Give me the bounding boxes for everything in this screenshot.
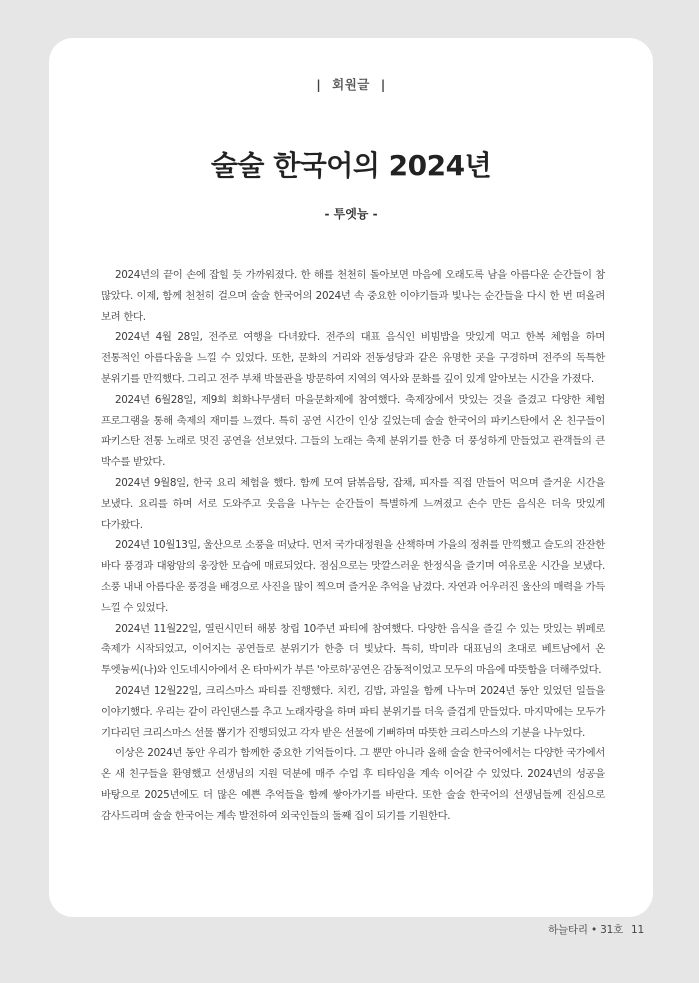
category-text: 회원글 bbox=[332, 77, 370, 92]
article-title: 술술 한국어의 2024년 bbox=[210, 149, 492, 182]
category-label bbox=[49, 75, 653, 93]
paragraph: 2024년 9월8일, 한국 요리 체험을 했다. 함께 모여 닭볶음탕, 잡채, 피자를 직접 만들어 먹으며 즐거운 시간을 보냈다. 요리를 하며 서로 도와주고 웃음을 나누는 순간들이 특별하게 느껴졌고 손수 만든 음식은 더욱 맛있게 다가왔다. bbox=[101, 476, 605, 531]
paragraph: 2024년 12월22일, 크리스마스 파티를 진행했다. 치킨, 김밥, 과일을 함께 나누며 2024년 동안 있었던 일들을 이야기했다. 우리는 같이 라인댄스를 추고 노래자랑을 하며 파티 분위기를 더욱 즐겁게 만들었다. 마지막에는 모두가 기다리던 크리스마스 선물 뽑기가 진행되었고 각자 받은 선물에 기뻐하며 따뜻한 크리스마스의 기분을 나누었다. bbox=[101, 684, 605, 739]
paragraph: 2024년의 끝이 손에 잡힐 듯 가까워졌다. 한 해를 천천히 돌아보면 마음에 오래도록 남을 아름다운 순간들이 참 많았다. 이제, 함께 천천히 걸으며 술술 한국어의 2024년 속 중요한 이야기들과 빛나는 순간들을 다시 한 번 떠올려 보려 한다. bbox=[101, 269, 605, 323]
article-card bbox=[49, 38, 653, 917]
paragraph: 2024년 4월 28일, 전주로 여행을 다녀왔다. 전주의 대표 음식인 비빔밥을 맛있게 먹고 한복 체험을 하며 전통적인 아름다움을 느낄 수 있었다. 또한, 문화의 거리와 전동성당과 같은 유명한 곳을 구경하며 전주의 독특한 분위기를 만끽했다. 그리고 전주 부채 박물관을 방문하여 지역의 역사와 문화를 깊이 있게 알아보는 시간을 가졌다. bbox=[101, 331, 605, 385]
paragraph: 이상은 2024년 동안 우리가 함께한 중요한 기억들이다. 그 뿐만 아니라 올해 술술 한국어에서는 다양한 국가에서 온 새 친구들을 환영했고 선생님의 지원 덕분에 매주 수업 후 티타임을 계속 이어갈 수 있었다. 2024년의 성공을 바탕으로 2025년에도 더 많은 예쁜 추억들을 함께 쌓아가기를 바란다. 또한 술술 한국어의 선생님들께 진심으로 감사드리며 술술 한국어는 계속 발전하여 외국인들의 둘째 집이 되기를 기원한다. bbox=[101, 747, 605, 822]
category-bar-right: | bbox=[380, 77, 386, 92]
paragraph: 2024년 6월28일, 제9회 회화나무샘터 마을문화제에 참여했다. 축제장에서 맛있는 것을 즐겼고 다양한 체험 프로그램을 통해 축제의 재미를 느꼈다. 특히 공연 시간이 인상 깊었는데 술술 한국어의 파키스탄에서 온 친구들이 파키스탄 전통 노래로 멋진 공연을 선보였다. 그들의 노래는 축제 분위기를 한층 더 풍성하게 만들었고 관객들의 큰 박수를 받았다. bbox=[101, 393, 605, 469]
publication-name: 하늘타리 • 31호 bbox=[548, 924, 624, 936]
article-author: - 투엣늉 - bbox=[324, 207, 378, 221]
page-footer bbox=[548, 922, 644, 937]
category-bar-left: | bbox=[316, 77, 322, 92]
article-body bbox=[101, 265, 605, 827]
page-number: 11 bbox=[631, 924, 644, 936]
paragraph: 2024년 11월22일, 열린시민터 해봉 창립 10주년 파티에 참여했다. 다양한 음식을 즐길 수 있는 맛있는 뷔페로 축제가 시작되었고, 이어지는 공연들로 분위기가 한층 더 빛났다. 특히, 박미라 대표님의 초대로 베트남에서 온 투엣늉씨(나)와 인도네시아에서 온 타마씨가 부른 '아로하'공연은 감동적이었고 모두의 마음에 따뜻함을 더해주었다. bbox=[101, 622, 605, 677]
paragraph: 2024년 10월13일, 울산으로 소풍을 떠났다. 먼저 국가대정원을 산책하며 가을의 정취를 만끽했고 슬도의 잔잔한 바다 풍경과 대왕암의 웅장한 모습에 매료되었다. 점심으로는 맛깔스러운 한정식을 즐기며 여유로운 시간을 보냈다. 소풍 내내 아름다운 풍경을 배경으로 사진을 많이 찍으며 즐거운 추억을 남겼다. 자연과 어우러진 울산의 매력을 가득 느낄 수 있었다. bbox=[101, 539, 605, 614]
